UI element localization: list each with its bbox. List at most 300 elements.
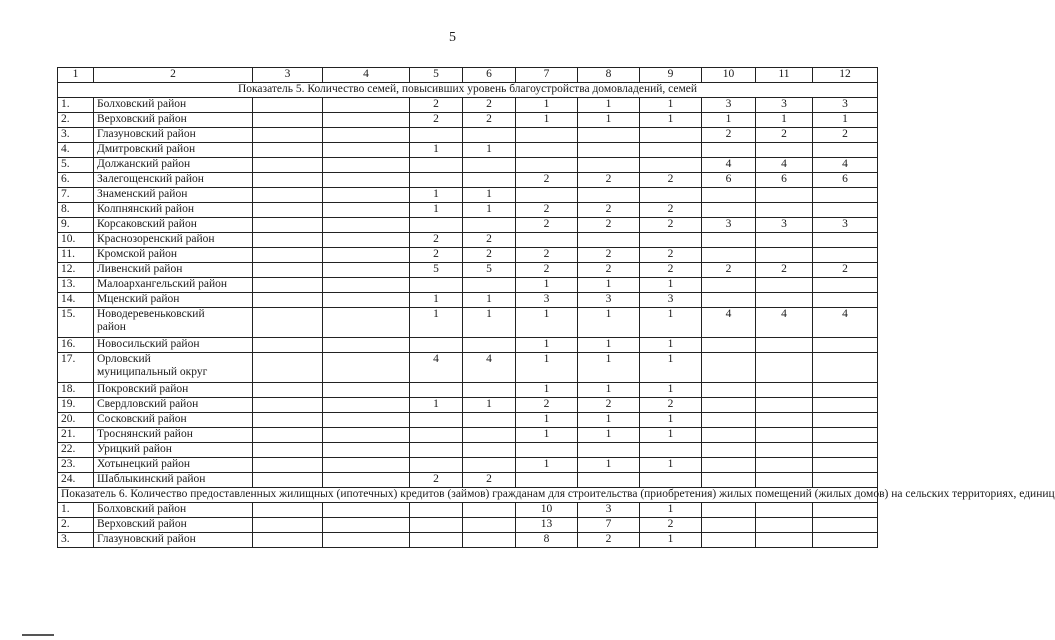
- table-row: [58, 143, 878, 158]
- value-cell-c10: [702, 233, 756, 248]
- value-cell-c11: [756, 278, 813, 293]
- value-cell-c10: [702, 473, 756, 488]
- value-cell-c12: [813, 278, 878, 293]
- value-cell-c8: 7: [578, 518, 640, 533]
- value-cell-c8: 1: [578, 428, 640, 443]
- value-cell-c8: 2: [578, 248, 640, 263]
- value-cell-c3: [253, 398, 323, 413]
- value-cell-c5: [410, 428, 463, 443]
- value-cell-c11: 4: [756, 308, 813, 338]
- value-cell-c3: [253, 428, 323, 443]
- district-name-cell: [94, 188, 253, 203]
- value-cell-c3: [253, 263, 323, 278]
- district-name: Сосковский район: [97, 413, 187, 425]
- district-name: Глазуновский район: [97, 128, 196, 140]
- value-cell-c12: 4: [813, 308, 878, 338]
- table-row: [58, 113, 878, 128]
- indicator-title: Показатель 6. Количество предоставленных жилищных (ипотечных) кредитов (займов) гражданам для строительства (приобретения) жилых помещений (жилых домов) на сельских территориях, единиц: [58, 488, 878, 503]
- district-name-cell: [94, 113, 253, 128]
- row-number: 24.: [58, 473, 94, 488]
- district-name-cell: [94, 248, 253, 263]
- value-cell-c4: [323, 218, 410, 233]
- value-cell-c6: [463, 533, 516, 548]
- value-cell-c4: [323, 503, 410, 518]
- row-number: 12.: [58, 263, 94, 278]
- value-cell-c7: 1: [516, 413, 578, 428]
- value-cell-c3: [253, 203, 323, 218]
- value-cell-c4: [323, 293, 410, 308]
- row-number: 2.: [58, 518, 94, 533]
- value-cell-c8: 2: [578, 263, 640, 278]
- value-cell-c7: 1: [516, 113, 578, 128]
- table-row: [58, 413, 878, 428]
- value-cell-c9: 3: [640, 293, 702, 308]
- column-number-cell: 8: [578, 68, 640, 83]
- district-name-cell: [94, 263, 253, 278]
- value-cell-c7: 8: [516, 533, 578, 548]
- value-cell-c6: 1: [463, 398, 516, 413]
- district-name: Урицкий район: [97, 443, 172, 455]
- value-cell-c7: 2: [516, 173, 578, 188]
- row-number: 1.: [58, 503, 94, 518]
- table-row: [58, 188, 878, 203]
- value-cell-c9: [640, 128, 702, 143]
- value-cell-c6: [463, 458, 516, 473]
- value-cell-c11: [756, 248, 813, 263]
- value-cell-c5: 5: [410, 263, 463, 278]
- table-row: [58, 158, 878, 173]
- value-cell-c7: [516, 158, 578, 173]
- value-cell-c4: [323, 248, 410, 263]
- value-cell-c4: [323, 158, 410, 173]
- value-cell-c5: 2: [410, 248, 463, 263]
- row-number: 10.: [58, 233, 94, 248]
- value-cell-c11: [756, 143, 813, 158]
- value-cell-c12: [813, 353, 878, 383]
- table-row: [58, 533, 878, 548]
- value-cell-c10: [702, 398, 756, 413]
- value-cell-c6: 1: [463, 308, 516, 338]
- table-row: [58, 503, 878, 518]
- page-number: 5: [449, 30, 456, 45]
- district-name-cell: [94, 128, 253, 143]
- district-name: Должанский район: [97, 158, 191, 170]
- table-row: [58, 383, 878, 398]
- value-cell-c12: 3: [813, 218, 878, 233]
- value-cell-c10: [702, 203, 756, 218]
- table-row: [58, 98, 878, 113]
- value-cell-c11: [756, 533, 813, 548]
- district-name: Верховский район: [97, 518, 187, 530]
- value-cell-c9: 1: [640, 458, 702, 473]
- district-name: Шаблыкинский район: [97, 473, 206, 485]
- value-cell-c5: [410, 158, 463, 173]
- value-cell-c7: 2: [516, 263, 578, 278]
- row-number: 2.: [58, 113, 94, 128]
- district-name-cell: [94, 443, 253, 458]
- value-cell-c12: 2: [813, 263, 878, 278]
- value-cell-c5: 4: [410, 353, 463, 383]
- district-name: Знаменский район: [97, 188, 188, 200]
- value-cell-c12: [813, 518, 878, 533]
- value-cell-c6: [463, 338, 516, 353]
- value-cell-c8: 1: [578, 113, 640, 128]
- table-row: [58, 473, 878, 488]
- value-cell-c11: 3: [756, 218, 813, 233]
- value-cell-c9: 2: [640, 218, 702, 233]
- value-cell-c4: [323, 113, 410, 128]
- value-cell-c6: 5: [463, 263, 516, 278]
- value-cell-c7: [516, 143, 578, 158]
- value-cell-c4: [323, 428, 410, 443]
- value-cell-c12: [813, 443, 878, 458]
- district-name: Болховский район: [97, 98, 187, 110]
- value-cell-c4: [323, 413, 410, 428]
- value-cell-c8: 1: [578, 353, 640, 383]
- row-number: 1.: [58, 98, 94, 113]
- value-cell-c6: [463, 428, 516, 443]
- value-cell-c4: [323, 98, 410, 113]
- row-number: 8.: [58, 203, 94, 218]
- value-cell-c4: [323, 143, 410, 158]
- district-name-cell: [94, 233, 253, 248]
- table-row: [58, 443, 878, 458]
- value-cell-c11: [756, 413, 813, 428]
- value-cell-c7: 2: [516, 398, 578, 413]
- value-cell-c3: [253, 158, 323, 173]
- value-cell-c12: 1: [813, 113, 878, 128]
- district-name: Глазуновский район: [97, 533, 196, 545]
- district-name: Свердловский район: [97, 398, 199, 410]
- table-row: [58, 203, 878, 218]
- value-cell-c4: [323, 458, 410, 473]
- indicator-title: Показатель 5. Количество семей, повысивших уровень благоустройства домовладений, семей: [58, 83, 878, 98]
- value-cell-c5: [410, 278, 463, 293]
- value-cell-c12: [813, 413, 878, 428]
- value-cell-c8: 2: [578, 173, 640, 188]
- value-cell-c3: [253, 98, 323, 113]
- value-cell-c8: [578, 443, 640, 458]
- value-cell-c9: 1: [640, 413, 702, 428]
- value-cell-c7: 1: [516, 383, 578, 398]
- value-cell-c10: 3: [702, 218, 756, 233]
- row-number: 9.: [58, 218, 94, 233]
- value-cell-c3: [253, 188, 323, 203]
- district-name: Хотынецкий район: [97, 458, 191, 470]
- value-cell-c8: 2: [578, 533, 640, 548]
- table-row: [58, 248, 878, 263]
- value-cell-c8: [578, 188, 640, 203]
- value-cell-c10: [702, 518, 756, 533]
- value-cell-c9: 1: [640, 353, 702, 383]
- value-cell-c5: [410, 413, 463, 428]
- value-cell-c10: [702, 383, 756, 398]
- value-cell-c12: [813, 188, 878, 203]
- value-cell-c5: [410, 173, 463, 188]
- value-cell-c6: 2: [463, 248, 516, 263]
- value-cell-c11: [756, 383, 813, 398]
- section5-title-row: [58, 83, 878, 98]
- table-row: [58, 428, 878, 443]
- value-cell-c4: [323, 533, 410, 548]
- value-cell-c9: [640, 158, 702, 173]
- value-cell-c3: [253, 338, 323, 353]
- value-cell-c9: 2: [640, 518, 702, 533]
- value-cell-c10: [702, 248, 756, 263]
- value-cell-c7: 1: [516, 353, 578, 383]
- value-cell-c11: [756, 338, 813, 353]
- value-cell-c11: 1: [756, 113, 813, 128]
- value-cell-c11: [756, 473, 813, 488]
- value-cell-c11: [756, 458, 813, 473]
- value-cell-c10: [702, 503, 756, 518]
- district-name-cell: [94, 353, 253, 383]
- value-cell-c6: 2: [463, 113, 516, 128]
- district-name-cell: [94, 473, 253, 488]
- value-cell-c9: 1: [640, 503, 702, 518]
- district-name: Верховский район: [97, 113, 187, 125]
- value-cell-c10: 4: [702, 158, 756, 173]
- value-cell-c8: 3: [578, 293, 640, 308]
- district-name-cell: [94, 338, 253, 353]
- table-row: [58, 308, 878, 338]
- value-cell-c8: 2: [578, 398, 640, 413]
- value-cell-c10: [702, 293, 756, 308]
- value-cell-c10: [702, 188, 756, 203]
- value-cell-c4: [323, 338, 410, 353]
- value-cell-c7: 2: [516, 203, 578, 218]
- table-row: [58, 518, 878, 533]
- value-cell-c3: [253, 503, 323, 518]
- value-cell-c5: [410, 383, 463, 398]
- value-cell-c4: [323, 173, 410, 188]
- district-name: Корсаковский район: [97, 218, 197, 230]
- value-cell-c9: 2: [640, 398, 702, 413]
- value-cell-c6: [463, 413, 516, 428]
- row-number: 15.: [58, 308, 94, 338]
- row-number: 17.: [58, 353, 94, 383]
- value-cell-c6: [463, 278, 516, 293]
- value-cell-c6: 2: [463, 98, 516, 113]
- district-name-cell: [94, 413, 253, 428]
- value-cell-c9: 1: [640, 428, 702, 443]
- row-number: 3.: [58, 128, 94, 143]
- table-row: [58, 128, 878, 143]
- value-cell-c6: 4: [463, 353, 516, 383]
- value-cell-c6: [463, 128, 516, 143]
- district-name: Новодеревеньковский район: [97, 308, 205, 333]
- table-row: [58, 398, 878, 413]
- column-number-cell: 4: [323, 68, 410, 83]
- value-cell-c6: 1: [463, 188, 516, 203]
- district-name: Новосильский район: [97, 338, 200, 350]
- value-cell-c11: [756, 503, 813, 518]
- value-cell-c5: 1: [410, 398, 463, 413]
- value-cell-c12: [813, 428, 878, 443]
- value-cell-c3: [253, 113, 323, 128]
- table-row: [58, 173, 878, 188]
- value-cell-c10: [702, 338, 756, 353]
- value-cell-c11: 4: [756, 158, 813, 173]
- value-cell-c10: 2: [702, 128, 756, 143]
- district-name-cell: [94, 203, 253, 218]
- value-cell-c4: [323, 203, 410, 218]
- value-cell-c6: [463, 218, 516, 233]
- district-name-cell: [94, 518, 253, 533]
- row-number: 22.: [58, 443, 94, 458]
- district-name: Ливенский район: [97, 263, 183, 275]
- value-cell-c11: 2: [756, 263, 813, 278]
- value-cell-c4: [323, 443, 410, 458]
- value-cell-c3: [253, 173, 323, 188]
- table-row: [58, 218, 878, 233]
- value-cell-c4: [323, 383, 410, 398]
- value-cell-c5: 2: [410, 98, 463, 113]
- value-cell-c9: 2: [640, 173, 702, 188]
- district-name-cell: [94, 143, 253, 158]
- value-cell-c8: 1: [578, 98, 640, 113]
- district-name: Троснянский район: [97, 428, 193, 440]
- value-cell-c4: [323, 398, 410, 413]
- value-cell-c7: 1: [516, 458, 578, 473]
- row-number: 18.: [58, 383, 94, 398]
- value-cell-c7: [516, 443, 578, 458]
- value-cell-c3: [253, 413, 323, 428]
- value-cell-c8: [578, 143, 640, 158]
- value-cell-c5: [410, 458, 463, 473]
- row-number: 3.: [58, 533, 94, 548]
- value-cell-c5: 1: [410, 203, 463, 218]
- value-cell-c3: [253, 143, 323, 158]
- value-cell-c12: [813, 338, 878, 353]
- row-number: 7.: [58, 188, 94, 203]
- value-cell-c8: [578, 128, 640, 143]
- value-cell-c3: [253, 383, 323, 398]
- district-name: Залегощенский район: [97, 173, 204, 185]
- value-cell-c8: [578, 473, 640, 488]
- value-cell-c8: 2: [578, 203, 640, 218]
- column-number-cell: 12: [813, 68, 878, 83]
- value-cell-c5: 2: [410, 473, 463, 488]
- value-cell-c9: 2: [640, 263, 702, 278]
- value-cell-c6: 1: [463, 293, 516, 308]
- value-cell-c5: [410, 338, 463, 353]
- value-cell-c4: [323, 233, 410, 248]
- value-cell-c7: [516, 128, 578, 143]
- value-cell-c10: [702, 143, 756, 158]
- value-cell-c7: 1: [516, 98, 578, 113]
- district-name: Покровский район: [97, 383, 189, 395]
- value-cell-c4: [323, 188, 410, 203]
- row-number: 23.: [58, 458, 94, 473]
- value-cell-c9: [640, 443, 702, 458]
- value-cell-c6: [463, 518, 516, 533]
- value-cell-c10: 2: [702, 263, 756, 278]
- value-cell-c7: 1: [516, 428, 578, 443]
- value-cell-c3: [253, 533, 323, 548]
- value-cell-c7: 1: [516, 308, 578, 338]
- value-cell-c5: [410, 503, 463, 518]
- value-cell-c11: [756, 353, 813, 383]
- value-cell-c9: 2: [640, 248, 702, 263]
- value-cell-c9: [640, 143, 702, 158]
- value-cell-c3: [253, 518, 323, 533]
- value-cell-c3: [253, 248, 323, 263]
- value-cell-c12: [813, 248, 878, 263]
- value-cell-c11: 2: [756, 128, 813, 143]
- value-cell-c4: [323, 278, 410, 293]
- column-number-row: [58, 68, 878, 83]
- column-number-cell: 5: [410, 68, 463, 83]
- table-row: [58, 278, 878, 293]
- value-cell-c4: [323, 353, 410, 383]
- value-cell-c7: [516, 473, 578, 488]
- district-name: Малоархангельский район: [97, 278, 228, 290]
- value-cell-c11: [756, 428, 813, 443]
- value-cell-c6: 2: [463, 233, 516, 248]
- district-name-cell: [94, 98, 253, 113]
- value-cell-c3: [253, 443, 323, 458]
- value-cell-c11: [756, 443, 813, 458]
- value-cell-c7: 3: [516, 293, 578, 308]
- value-cell-c7: 2: [516, 248, 578, 263]
- value-cell-c6: [463, 443, 516, 458]
- district-name: Мценский район: [97, 293, 180, 305]
- table-row: [58, 233, 878, 248]
- value-cell-c12: [813, 293, 878, 308]
- row-number: 19.: [58, 398, 94, 413]
- value-cell-c11: [756, 518, 813, 533]
- row-number: 21.: [58, 428, 94, 443]
- column-number-cell: 9: [640, 68, 702, 83]
- row-number: 14.: [58, 293, 94, 308]
- value-cell-c4: [323, 128, 410, 143]
- value-cell-c5: [410, 128, 463, 143]
- column-number-cell: 1: [58, 68, 94, 83]
- value-cell-c8: 2: [578, 218, 640, 233]
- value-cell-c9: 1: [640, 533, 702, 548]
- row-number: 11.: [58, 248, 94, 263]
- value-cell-c12: [813, 203, 878, 218]
- value-cell-c8: 1: [578, 308, 640, 338]
- value-cell-c5: 1: [410, 143, 463, 158]
- value-cell-c5: [410, 443, 463, 458]
- column-number-cell: 3: [253, 68, 323, 83]
- value-cell-c8: 1: [578, 413, 640, 428]
- column-number-cell: 10: [702, 68, 756, 83]
- row-number: 13.: [58, 278, 94, 293]
- value-cell-c9: 1: [640, 113, 702, 128]
- value-cell-c9: 1: [640, 98, 702, 113]
- value-cell-c10: [702, 533, 756, 548]
- value-cell-c7: 1: [516, 338, 578, 353]
- value-cell-c9: [640, 233, 702, 248]
- table-row: [58, 458, 878, 473]
- value-cell-c9: 2: [640, 203, 702, 218]
- district-name: Колпнянский район: [97, 203, 194, 215]
- value-cell-c10: 6: [702, 173, 756, 188]
- value-cell-c5: [410, 533, 463, 548]
- district-name-cell: [94, 308, 253, 338]
- value-cell-c12: 3: [813, 98, 878, 113]
- value-cell-c3: [253, 233, 323, 248]
- district-name: Краснозоренский район: [97, 233, 215, 245]
- value-cell-c10: [702, 278, 756, 293]
- value-cell-c5: 1: [410, 188, 463, 203]
- value-cell-c10: 3: [702, 98, 756, 113]
- value-cell-c9: 1: [640, 308, 702, 338]
- value-cell-c3: [253, 353, 323, 383]
